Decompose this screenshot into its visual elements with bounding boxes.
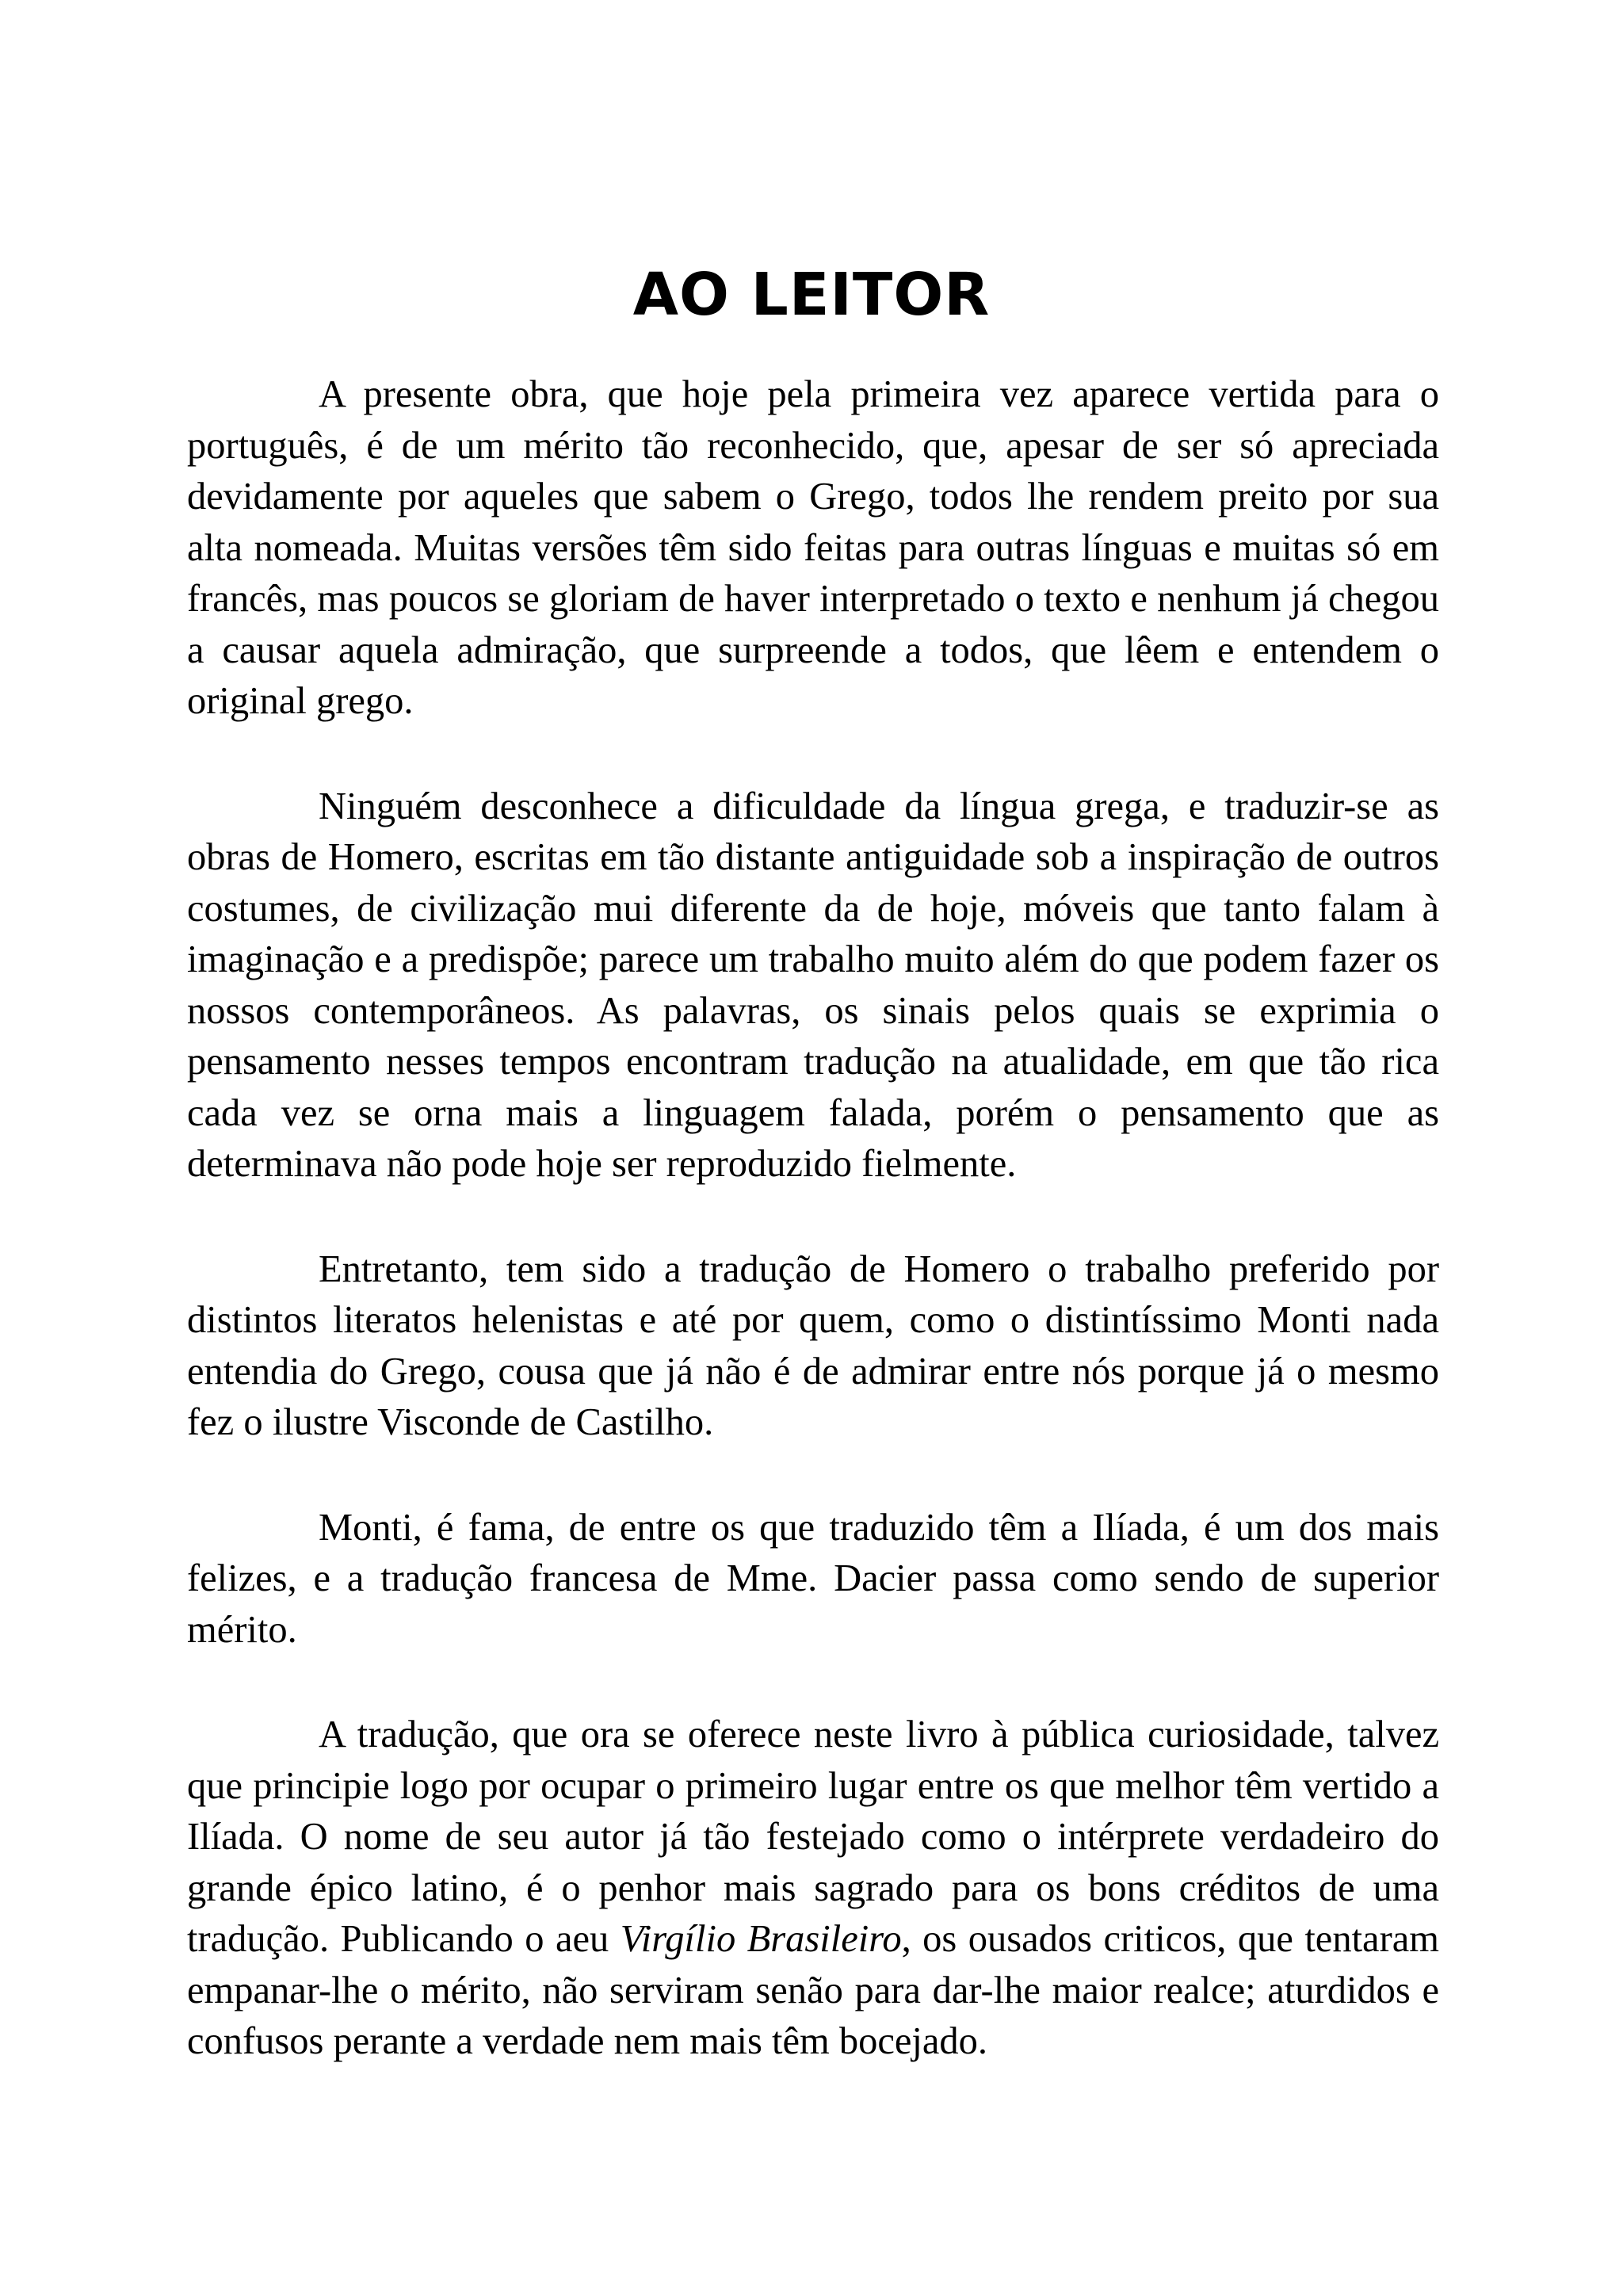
- paragraph-5-text-after: , os ousados criticos, que tentaram empanar-lhe o mérito, não serviram senão para dar-lhe maior realce; aturdidos e confusos perante a verdade nem mais têm bocejado.: [187, 1918, 1439, 2062]
- paragraph-5-text-before: A tradução, que ora se oferece neste livro à pública curiosidade, talvez que principie logo por ocupar o primeiro lugar entre os que melhor têm vertido a Ilíada. O nome de seu autor já tão festejado como o intérprete verdadeiro do grande épico latino, é o penhor mais sagrado para os bons créditos de uma tradução. Publicando o aeu: [187, 1713, 1439, 1960]
- paragraph-4: Monti, é fama, de entre os que traduzido têm a Ilíada, é um dos mais felizes, e a tradução francesa de Mme. Dacier passa como sendo de superior mérito.: [187, 1506, 1439, 1651]
- body-text: [187, 369, 1439, 2068]
- paragraph-5: [187, 1710, 1439, 2068]
- paragraph-2: Ninguém desconhece a dificuldade da língua grega, e traduzir-se as obras de Homero, escritas em tão distante antiguidade sob a inspiração de outros costumes, de civilização mui diferente da de hoje, móveis que tanto falam à imaginação e a predispõe; parece um trabalho muito além do que podem fazer os nossos contemporâneos. As palavras, os sinais pelos quais se exprimia o pensamento nesses tempos encontram tradução na atualidade, em que tão rica cada vez se orna mais a linguagem falada, porém o pensamento que as determinava não pode hoje ser reproduzido fielmente.: [187, 785, 1439, 1185]
- paragraph-3: Entretanto, tem sido a tradução de Homero o trabalho preferido por distintos literatos helenistas e até por quem, como o distintíssimo Monti nada entendia do Grego, cousa que já não é de admirar entre nós porque já o mesmo fez o ilustre Visconde de Castilho.: [187, 1247, 1439, 1443]
- page-title: AO LEITOR: [632, 261, 991, 329]
- book-title-italic: Virgílio Brasileiro: [620, 1918, 902, 1960]
- paragraph-1: A presente obra, que hoje pela primeira vez aparece vertida para o português, é de um mérito tão reconhecido, que, apesar de ser só apreciada devidamente por aqueles que sabem o Grego, todos lhe rendem preito por sua alta nomeada. Muitas versões têm sido feitas para outras línguas e muitas só em francês, mas poucos se gloriam de haver interpretado o texto e nenhum já chegou a causar aquela admiração, que surpreende a todos, que lêem e entendem o original grego.: [187, 373, 1439, 722]
